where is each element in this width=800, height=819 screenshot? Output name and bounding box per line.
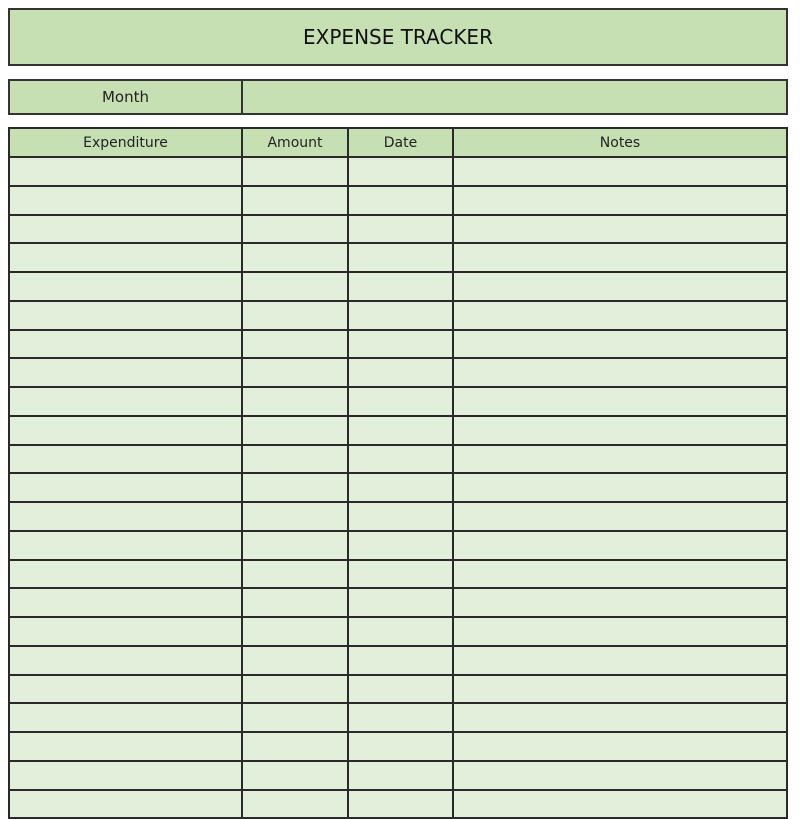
month-row — [8, 79, 788, 115]
expenditure-cell[interactable] — [9, 215, 242, 244]
date-cell[interactable] — [348, 588, 453, 617]
notes-cell[interactable] — [453, 272, 787, 301]
notes-cell[interactable] — [453, 473, 787, 502]
amount-cell[interactable] — [242, 416, 348, 445]
notes-cell[interactable] — [453, 387, 787, 416]
amount-cell[interactable] — [242, 732, 348, 761]
notes-cell[interactable] — [453, 531, 787, 560]
table-row — [9, 157, 787, 186]
date-cell[interactable] — [348, 560, 453, 589]
notes-cell[interactable] — [453, 243, 787, 272]
amount-cell[interactable] — [242, 272, 348, 301]
table-row — [9, 387, 787, 416]
table-row — [9, 330, 787, 359]
notes-cell[interactable] — [453, 502, 787, 531]
expenditure-cell[interactable] — [9, 761, 242, 790]
notes-cell[interactable] — [453, 646, 787, 675]
date-cell[interactable] — [348, 272, 453, 301]
expenditure-cell[interactable] — [9, 646, 242, 675]
expenditure-cell[interactable] — [9, 330, 242, 359]
month-input[interactable] — [243, 81, 786, 113]
table-row — [9, 646, 787, 675]
expenditure-cell[interactable] — [9, 732, 242, 761]
notes-cell[interactable] — [453, 790, 787, 819]
amount-cell[interactable] — [242, 358, 348, 387]
notes-cell[interactable] — [453, 301, 787, 330]
date-cell[interactable] — [348, 387, 453, 416]
date-cell[interactable] — [348, 790, 453, 819]
amount-cell[interactable] — [242, 186, 348, 215]
date-cell[interactable] — [348, 531, 453, 560]
date-cell[interactable] — [348, 502, 453, 531]
table-row — [9, 675, 787, 704]
amount-cell[interactable] — [242, 790, 348, 819]
date-cell[interactable] — [348, 617, 453, 646]
amount-cell[interactable] — [242, 703, 348, 732]
date-cell[interactable] — [348, 301, 453, 330]
table-row — [9, 243, 787, 272]
table-row — [9, 272, 787, 301]
notes-cell[interactable] — [453, 761, 787, 790]
table-row — [9, 761, 787, 790]
date-cell[interactable] — [348, 761, 453, 790]
date-cell[interactable] — [348, 215, 453, 244]
date-cell[interactable] — [348, 186, 453, 215]
amount-cell[interactable] — [242, 531, 348, 560]
table-header — [9, 128, 787, 157]
table-row — [9, 617, 787, 646]
amount-cell[interactable] — [242, 445, 348, 474]
notes-cell[interactable] — [453, 675, 787, 704]
amount-cell[interactable] — [242, 588, 348, 617]
column-header-notes: Notes — [453, 128, 787, 157]
expenditure-cell[interactable] — [9, 473, 242, 502]
expenditure-cell[interactable] — [9, 416, 242, 445]
table-row — [9, 588, 787, 617]
table-row — [9, 560, 787, 589]
notes-cell[interactable] — [453, 560, 787, 589]
date-cell[interactable] — [348, 473, 453, 502]
table-row — [9, 531, 787, 560]
date-cell[interactable] — [348, 157, 453, 186]
date-cell[interactable] — [348, 445, 453, 474]
expenditure-cell[interactable] — [9, 272, 242, 301]
notes-cell[interactable] — [453, 703, 787, 732]
expenditure-cell[interactable] — [9, 157, 242, 186]
column-header-date: Date — [348, 128, 453, 157]
date-cell[interactable] — [348, 732, 453, 761]
table-row — [9, 358, 787, 387]
amount-cell[interactable] — [242, 761, 348, 790]
date-cell[interactable] — [348, 330, 453, 359]
date-cell[interactable] — [348, 675, 453, 704]
amount-cell[interactable] — [242, 157, 348, 186]
amount-cell[interactable] — [242, 330, 348, 359]
expenditure-cell[interactable] — [9, 675, 242, 704]
table-row — [9, 502, 787, 531]
amount-cell[interactable] — [242, 617, 348, 646]
table-row — [9, 301, 787, 330]
expenditure-cell[interactable] — [9, 387, 242, 416]
expenditure-cell[interactable] — [9, 243, 242, 272]
table-row — [9, 416, 787, 445]
date-cell[interactable] — [348, 703, 453, 732]
date-cell[interactable] — [348, 358, 453, 387]
expenditure-cell[interactable] — [9, 358, 242, 387]
date-cell[interactable] — [348, 243, 453, 272]
notes-cell[interactable] — [453, 330, 787, 359]
amount-cell[interactable] — [242, 675, 348, 704]
page-title: EXPENSE TRACKER — [8, 8, 788, 66]
expenditure-cell[interactable] — [9, 703, 242, 732]
amount-cell[interactable] — [242, 560, 348, 589]
notes-cell[interactable] — [453, 215, 787, 244]
table-row — [9, 732, 787, 761]
notes-cell[interactable] — [453, 445, 787, 474]
notes-cell[interactable] — [453, 416, 787, 445]
amount-cell[interactable] — [242, 243, 348, 272]
table-row — [9, 186, 787, 215]
expenditure-cell[interactable] — [9, 531, 242, 560]
amount-cell[interactable] — [242, 502, 348, 531]
notes-cell[interactable] — [453, 588, 787, 617]
expenditure-cell[interactable] — [9, 588, 242, 617]
expenditure-cell[interactable] — [9, 617, 242, 646]
notes-cell[interactable] — [453, 186, 787, 215]
table-row — [9, 445, 787, 474]
table-row — [9, 790, 787, 819]
amount-cell[interactable] — [242, 473, 348, 502]
notes-cell[interactable] — [453, 157, 787, 186]
table-row — [9, 703, 787, 732]
column-header-expenditure: Expenditure — [9, 128, 242, 157]
notes-cell[interactable] — [453, 732, 787, 761]
date-cell[interactable] — [348, 416, 453, 445]
month-label: Month — [10, 81, 243, 113]
table-row — [9, 215, 787, 244]
notes-cell[interactable] — [453, 358, 787, 387]
expenditure-cell[interactable] — [9, 790, 242, 819]
amount-cell[interactable] — [242, 215, 348, 244]
expenditure-cell[interactable] — [9, 560, 242, 589]
expenditure-cell[interactable] — [9, 301, 242, 330]
table-row — [9, 473, 787, 502]
amount-cell[interactable] — [242, 387, 348, 416]
expenditure-cell[interactable] — [9, 186, 242, 215]
notes-cell[interactable] — [453, 617, 787, 646]
amount-cell[interactable] — [242, 646, 348, 675]
expenditure-cell[interactable] — [9, 502, 242, 531]
amount-cell[interactable] — [242, 301, 348, 330]
column-header-amount: Amount — [242, 128, 348, 157]
expenditure-cell[interactable] — [9, 445, 242, 474]
date-cell[interactable] — [348, 646, 453, 675]
expense-table — [8, 127, 788, 819]
